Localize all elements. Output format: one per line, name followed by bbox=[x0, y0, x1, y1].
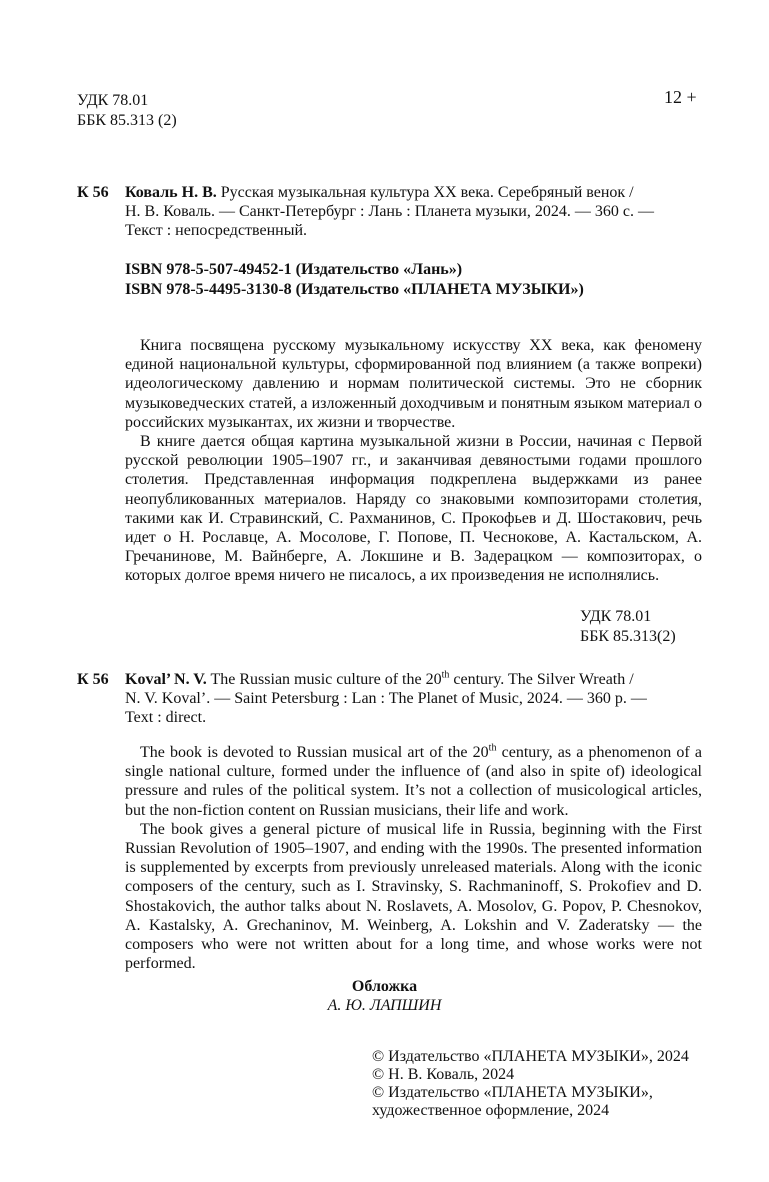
ru-abstract bbox=[125, 336, 702, 586]
ru-author-mark: К 56 bbox=[77, 184, 109, 201]
en-author-mark: К 56 bbox=[77, 671, 109, 688]
en-p1-a: The book is devoted to Russian musical art of the 20 bbox=[140, 744, 489, 761]
en-abstract-p2: The book gives a general picture of musical life in Russia, beginning with the First Russian Revolution of 1905–1907, and ending with the 1990s. The presented information is supplemented by excerpts from previously unreleased materials. Along with the iconic composers of the century, such as I. Stravinsky, S. Rachmaninoff, S. Prokofiev and D. Shostakovich, the author talks about N. Roslavets, A. Mosolov, G. Popov, P. Chesnokov, A. Kastalsky, A. Grechaninov, M. Weinberg, A. Lokshin and V. Zaderatsky — the composers who were not written about for a long time, and whose works were not performed. bbox=[125, 820, 702, 973]
cover-artist: А. Ю. ЛАПШИН bbox=[327, 997, 442, 1014]
copyright-line-3: © Издательство «ПЛАНЕТА МУЗЫКИ», bbox=[372, 1084, 653, 1101]
ru-bibliographic-entry bbox=[77, 183, 692, 240]
en-title-sup: th bbox=[441, 669, 450, 681]
en-author-name: Koval’ N. V. bbox=[125, 671, 207, 688]
en-p1-b: century, as a phenomenon of a single national culture, formed under the influence of (and also in spite of) ideological pressure and rules of the political system. It’s not a collection of musicological articles, but the non-fiction content on Russian musicians, their life and work. bbox=[125, 744, 702, 819]
bbk-code: ББК 85.313 (2) bbox=[77, 112, 177, 129]
isbn-lan: ISBN 978-5-507-49452-1 (Издательство «Лань») bbox=[125, 261, 463, 278]
ru-author-name: Коваль Н. В. bbox=[125, 184, 217, 201]
ru-title-line: Русская музыкальная культура XX века. Серебряный венок / bbox=[216, 184, 634, 201]
cover-credit bbox=[0, 977, 769, 1015]
copyright-block bbox=[372, 1048, 689, 1120]
copyright-line-2: © Н. В. Коваль, 2024 bbox=[372, 1066, 515, 1083]
en-entry-text bbox=[125, 670, 692, 727]
ru-abstract-p2: В книге дается общая картина музыкальной жизни в России, начиная с Первой русской революции 1905–1907 гг., и заканчивая девяностыми годами прошлого столетия. Представленная информация подкреплена выдержками из ранее неопубликованных материалов. Наряду со знаковыми композиторами столетия, такими как И. Стравинский, С. Рахманинов, С. Прокофьев и Д. Шостакович, речь идет о Н. Рославце, А. Мосолове, Г. Попове, П. Чеснокове, А. Кастальском, А. Гречанинове, М. Вайнберге, А. Локшине и В. Задерацком — композиторах, о которых долгое время ничего не писалось, а их произведения не исполнялись. bbox=[125, 433, 702, 585]
isbn-block bbox=[125, 260, 584, 300]
copyright-line-1: © Издательство «ПЛАНЕТА МУЗЫКИ», 2024 bbox=[372, 1048, 689, 1065]
ru-publication-line: Н. В. Коваль. — Санкт-Петербург : Лань : Планета музыки, 2024. — 360 с. — bbox=[125, 203, 654, 220]
en-abstract-p1 bbox=[125, 743, 702, 820]
classification-block bbox=[77, 91, 177, 131]
udk-code: УДК 78.01 bbox=[77, 92, 149, 109]
copyright-line-4: художественное оформление, 2024 bbox=[372, 1102, 610, 1119]
en-abstract bbox=[125, 743, 702, 973]
bbk-code-2: ББК 85.313(2) bbox=[580, 628, 676, 645]
ru-classification-block bbox=[580, 607, 676, 647]
isbn-planet: ISBN 978-5-4495-3130-8 (Издательство «ПЛАНЕТА МУЗЫКИ») bbox=[125, 281, 584, 298]
ru-abstract-p1: Книга посвящена русскому музыкальному искусству XX века, как феномену единой национальной культуры, сформированной под влиянием (а также вопреки) идеологическому давлению и нормам политической системы. Это не сборник музыковедческих статей, а изложенный доходчивым и понятным языком материал о российских музыкантах, их жизни и творчестве. bbox=[125, 337, 702, 431]
age-rating: 12 + bbox=[664, 87, 697, 107]
en-bibliographic-entry bbox=[77, 670, 692, 727]
ru-entry-text bbox=[125, 183, 692, 240]
en-p1-sup: th bbox=[488, 742, 497, 754]
cover-title: Обложка bbox=[351, 978, 418, 995]
en-title-b: century. The Silver Wreath / bbox=[449, 671, 634, 688]
udk-code-2: УДК 78.01 bbox=[580, 608, 652, 625]
ru-format-line: Текст : непосредственный. bbox=[125, 222, 308, 239]
en-title-a: The Russian music culture of the 20 bbox=[206, 671, 442, 688]
en-publication-line: N. V. Koval’. — Saint Petersburg : Lan : The Planet of Music, 2024. — 360 p. — bbox=[125, 690, 647, 707]
en-format-line: Text : direct. bbox=[125, 709, 207, 726]
